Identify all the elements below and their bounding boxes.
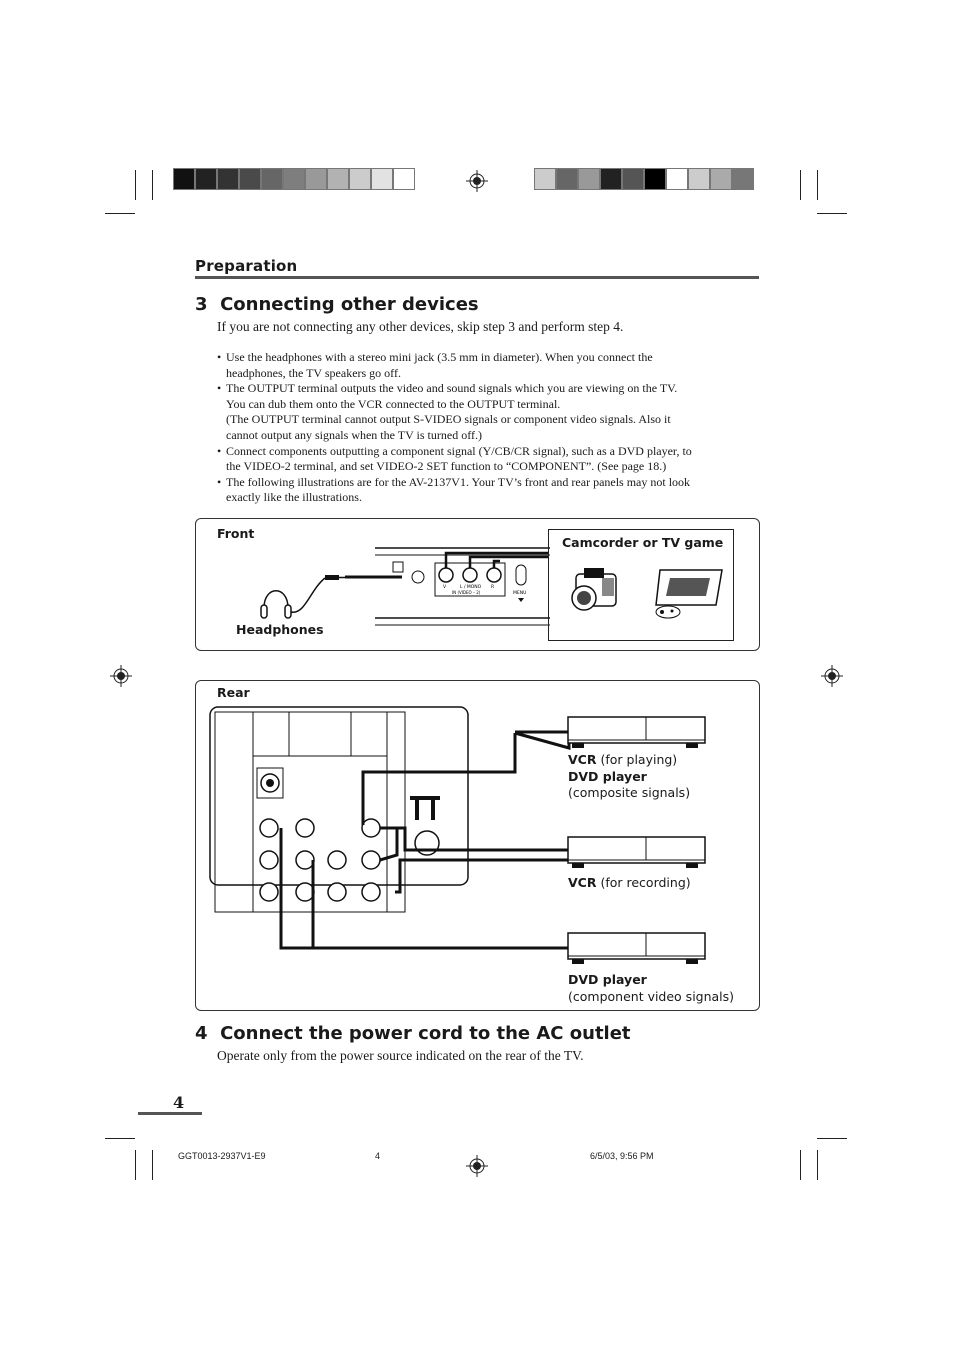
vcr-icon	[566, 834, 708, 872]
crop-mark	[105, 1138, 135, 1139]
page-number-rule	[138, 1112, 202, 1115]
footer-page: 4	[375, 1151, 381, 1161]
device-detail: (component video signals)	[568, 988, 735, 1004]
jack-v-label: V	[443, 585, 447, 590]
device-name: DVD player	[568, 768, 647, 784]
menu-label: MENU	[513, 591, 527, 596]
vcr-icon	[566, 714, 708, 752]
step4-title: Connect the power cord to the AC outlet	[220, 1023, 631, 1044]
registration-mark-icon	[466, 1155, 488, 1177]
step4-body: Operate only from the power source indicated on the rear of the TV.	[217, 1048, 584, 1063]
crop-mark	[135, 170, 136, 200]
front-label: Front	[217, 526, 255, 541]
bullet-line: • The OUTPUT terminal outputs the video and sound signals which you are viewing on the TV.	[226, 381, 678, 396]
device-detail: (composite signals)	[568, 785, 691, 800]
step3-title: Connecting other devices	[220, 294, 479, 315]
page-number: 4	[173, 1093, 185, 1112]
footer-file: GGT0013-2937V1-E9	[178, 1151, 266, 1161]
vcr-icon	[566, 930, 708, 968]
crop-mark	[817, 1138, 847, 1139]
crop-mark	[800, 170, 801, 200]
bullet-line: • Connect components outputting a component signal (Y/CB/CR signal), such as a DVD player, to	[226, 443, 692, 458]
registration-mark-icon	[821, 665, 843, 687]
device-detail: (for playing)	[600, 752, 678, 767]
jack-input-label: IN (VIDEO – 2)	[452, 590, 481, 595]
device-name: VCR	[568, 752, 597, 767]
footer-date: 6/5/03, 9:56 PM	[590, 1151, 654, 1161]
bullet-item	[217, 350, 762, 381]
step4-number: 4	[195, 1023, 208, 1044]
bullet-line: the VIDEO-2 terminal, and set VIDEO-2 SET function to “COMPONENT”. (See page 18.)	[226, 459, 667, 474]
step3-bullets	[217, 350, 762, 506]
front-panel-drawing	[250, 535, 550, 640]
crop-mark	[152, 1150, 153, 1180]
bullet-line: You can dub them onto the VCR connected to the OUTPUT terminal.	[226, 396, 561, 411]
crop-mark	[800, 1150, 801, 1180]
registration-mark-icon	[466, 170, 488, 192]
step3-heading	[195, 294, 479, 315]
calibration-bar-right	[534, 168, 754, 190]
headphones-icon	[261, 578, 325, 618]
crop-mark	[105, 213, 135, 214]
crop-mark	[135, 1150, 136, 1180]
device-caption-1	[568, 752, 690, 802]
game-console-icon	[650, 560, 728, 620]
crop-mark	[817, 213, 847, 214]
bullet-line: (The OUTPUT terminal cannot output S-VIDEO signals or component video signals. Also it	[226, 412, 671, 427]
camcorder-icon	[566, 560, 626, 620]
jack-r-label: R	[491, 585, 495, 590]
step4-heading	[195, 1023, 631, 1044]
bullet-line: • The following illustrations are for the AV-2137V1. Your TV’s front and rear panels may not look	[226, 474, 691, 489]
bullet-item	[217, 444, 762, 475]
rear-label: Rear	[217, 685, 250, 700]
device-detail: (for recording)	[600, 875, 691, 890]
device-name: DVD player	[568, 972, 647, 987]
device-box-label: Camcorder or TV game	[562, 535, 724, 550]
device-caption-3	[568, 972, 734, 1005]
bullet-item	[217, 475, 762, 506]
bullet-line: headphones, the TV speakers go off.	[226, 365, 401, 380]
bullet-item	[217, 381, 762, 443]
jack-mono-label: L / MONO	[460, 585, 482, 590]
crop-mark	[817, 1150, 818, 1180]
step3-intro: If you are not connecting any other devices, skip step 3 and perform step 4.	[217, 319, 624, 334]
crop-mark	[152, 170, 153, 200]
headphones-label: Headphones	[236, 622, 324, 637]
device-caption-2	[568, 875, 691, 892]
device-name: VCR	[568, 875, 597, 890]
registration-mark-icon	[110, 665, 132, 687]
calibration-bar-left	[173, 168, 415, 190]
bullet-line: cannot output any signals when the TV is turned off.)	[226, 427, 482, 442]
bullet-line: • Use the headphones with a stereo mini jack (3.5 mm in diameter). When you connect the	[226, 350, 653, 364]
step3-number: 3	[195, 294, 208, 315]
section-header: Preparation	[195, 257, 298, 275]
section-rule	[195, 276, 759, 279]
bullet-line: exactly like the illustrations.	[226, 490, 362, 505]
crop-mark	[817, 170, 818, 200]
